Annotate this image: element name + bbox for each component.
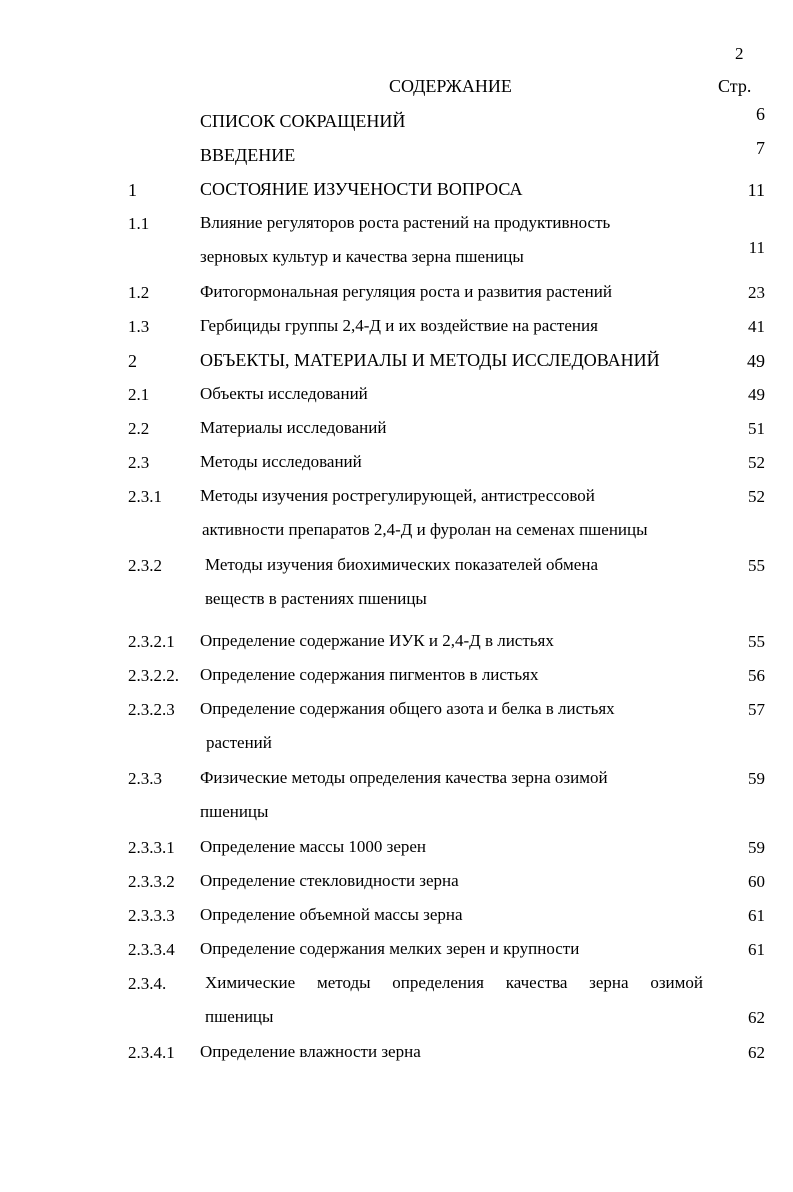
toc-entry-title: Объекты исследований xyxy=(200,384,368,403)
toc-entry-number: 2.2 xyxy=(128,419,150,438)
toc-entry-page: 61 xyxy=(748,906,765,925)
toc-entry-page: 6 xyxy=(756,104,765,124)
toc-entry-title: Определение массы 1000 зерен xyxy=(200,837,427,856)
toc-entry-title-line: пшеницы xyxy=(205,1007,274,1026)
toc-entry-number: 2.3.2.2. xyxy=(128,666,179,685)
toc-entry-page: 7 xyxy=(756,138,765,158)
toc-entry-title: Материалы исследований xyxy=(200,418,387,437)
toc-entry-title: Методы исследований xyxy=(200,452,362,471)
toc-entry-number: 1.1 xyxy=(128,214,150,233)
toc-entry-title: Определение влажности зерна xyxy=(200,1042,421,1061)
toc-entry-title: Определение содержания пигментов в листьях xyxy=(200,665,539,684)
toc-entry-number: 2.3.2.1 xyxy=(128,632,175,651)
toc-entry-title-line: растений xyxy=(206,733,272,752)
toc-entry-number: 2.3.3.1 xyxy=(128,838,175,857)
toc-entry-number: 2 xyxy=(128,351,137,371)
toc-entry-page: 57 xyxy=(748,700,765,719)
toc-entry-page: 60 xyxy=(748,872,765,891)
toc-entry-title-line: Методы изучения рострегулирующей, антистрессовой xyxy=(200,486,595,505)
toc-entry-page: 52 xyxy=(748,487,765,506)
toc-entry-title: Фитогормональная регуляция роста и развития растений xyxy=(200,282,612,301)
toc-entry-page: 61 xyxy=(748,940,765,959)
toc-entry-page: 59 xyxy=(748,838,765,857)
toc-entry-number: 2.3.4. xyxy=(128,974,167,993)
toc-entry-number: 2.3.2 xyxy=(128,556,162,575)
toc-entry-page: 55 xyxy=(748,632,765,651)
toc-entry-title: Определение содержание ИУК и 2,4-Д в листьях xyxy=(200,631,554,650)
toc-entry-title: Определение стекловидности зерна xyxy=(200,871,459,890)
toc-entry-page: 62 xyxy=(748,1043,765,1062)
toc-entry-title: Определение содержания мелких зерен и крупности xyxy=(200,939,580,958)
page-title: СОДЕРЖАНИЕ xyxy=(389,76,512,96)
toc-entry-page: 49 xyxy=(747,351,765,371)
page-number: 2 xyxy=(735,44,744,63)
toc-entry-title-line: зерновых культур и качества зерна пшеницы xyxy=(200,247,524,266)
toc-entry-number: 2.3.3 xyxy=(128,769,162,788)
toc-entry-page: 62 xyxy=(748,1008,765,1027)
toc-entry-title-line: пшеницы xyxy=(200,802,269,821)
toc-entry-title-line: Физические методы определения качества зерна озимой xyxy=(200,768,608,787)
toc-entry-page: 11 xyxy=(747,180,765,200)
toc-entry-number: 2.3.3.3 xyxy=(128,906,175,925)
toc-entry-title: Гербициды группы 2,4-Д и их воздействие на растения xyxy=(200,316,598,335)
toc-entry-number: 1 xyxy=(128,180,137,200)
toc-entry-number: 2.3 xyxy=(128,453,150,472)
toc-entry-page: 41 xyxy=(748,317,765,336)
toc-entry-title-line: Химические методы определения качества зерна озимой xyxy=(205,973,703,992)
toc-entry-title: Определение объемной массы зерна xyxy=(200,905,463,924)
toc-entry-title: ОБЪЕКТЫ, МАТЕРИАЛЫ И МЕТОДЫ ИССЛЕДОВАНИЙ xyxy=(200,350,660,370)
toc-entry-title-line: активности препаратов 2,4-Д и фуролан на семенах пшеницы xyxy=(202,520,648,539)
toc-entry-number: 2.3.1 xyxy=(128,487,162,506)
toc-entry-title-line: Определение содержания общего азота и белка в листьях xyxy=(200,699,615,718)
toc-entry-page: 51 xyxy=(748,419,765,438)
toc-entry-page: 52 xyxy=(748,453,765,472)
toc-entry-number: 1.2 xyxy=(128,283,150,302)
toc-entry-number: 2.3.3.2 xyxy=(128,872,175,891)
toc-entry-page: 59 xyxy=(748,769,765,788)
toc-entry-page: 23 xyxy=(748,283,765,302)
toc-entry-page: 55 xyxy=(748,556,765,575)
toc-entry-page: 11 xyxy=(748,238,765,257)
toc-entry-title-line: Методы изучения биохимических показателей обмена xyxy=(205,555,598,574)
toc-entry-title-line: Влияние регуляторов роста растений на продуктивность xyxy=(200,213,611,232)
toc-entry-page: 56 xyxy=(748,666,765,685)
toc-entry-number: 2.1 xyxy=(128,385,150,404)
toc-entry-number: 1.3 xyxy=(128,317,150,336)
toc-entry-title: ВВЕДЕНИЕ xyxy=(200,145,296,165)
toc-entry-page: 49 xyxy=(748,385,765,404)
toc-entry-title: СОСТОЯНИЕ ИЗУЧЕНОСТИ ВОПРОСА xyxy=(200,179,523,199)
toc-entry-title: СПИСОК СОКРАЩЕНИЙ xyxy=(200,111,406,131)
page-column-label: Стр. xyxy=(718,76,752,96)
toc-entry-title-line: веществ в растениях пшеницы xyxy=(205,589,427,608)
toc-entry-number: 2.3.2.3 xyxy=(128,700,175,719)
toc-entry-number: 2.3.3.4 xyxy=(128,940,175,959)
toc-entry-number: 2.3.4.1 xyxy=(128,1043,175,1062)
